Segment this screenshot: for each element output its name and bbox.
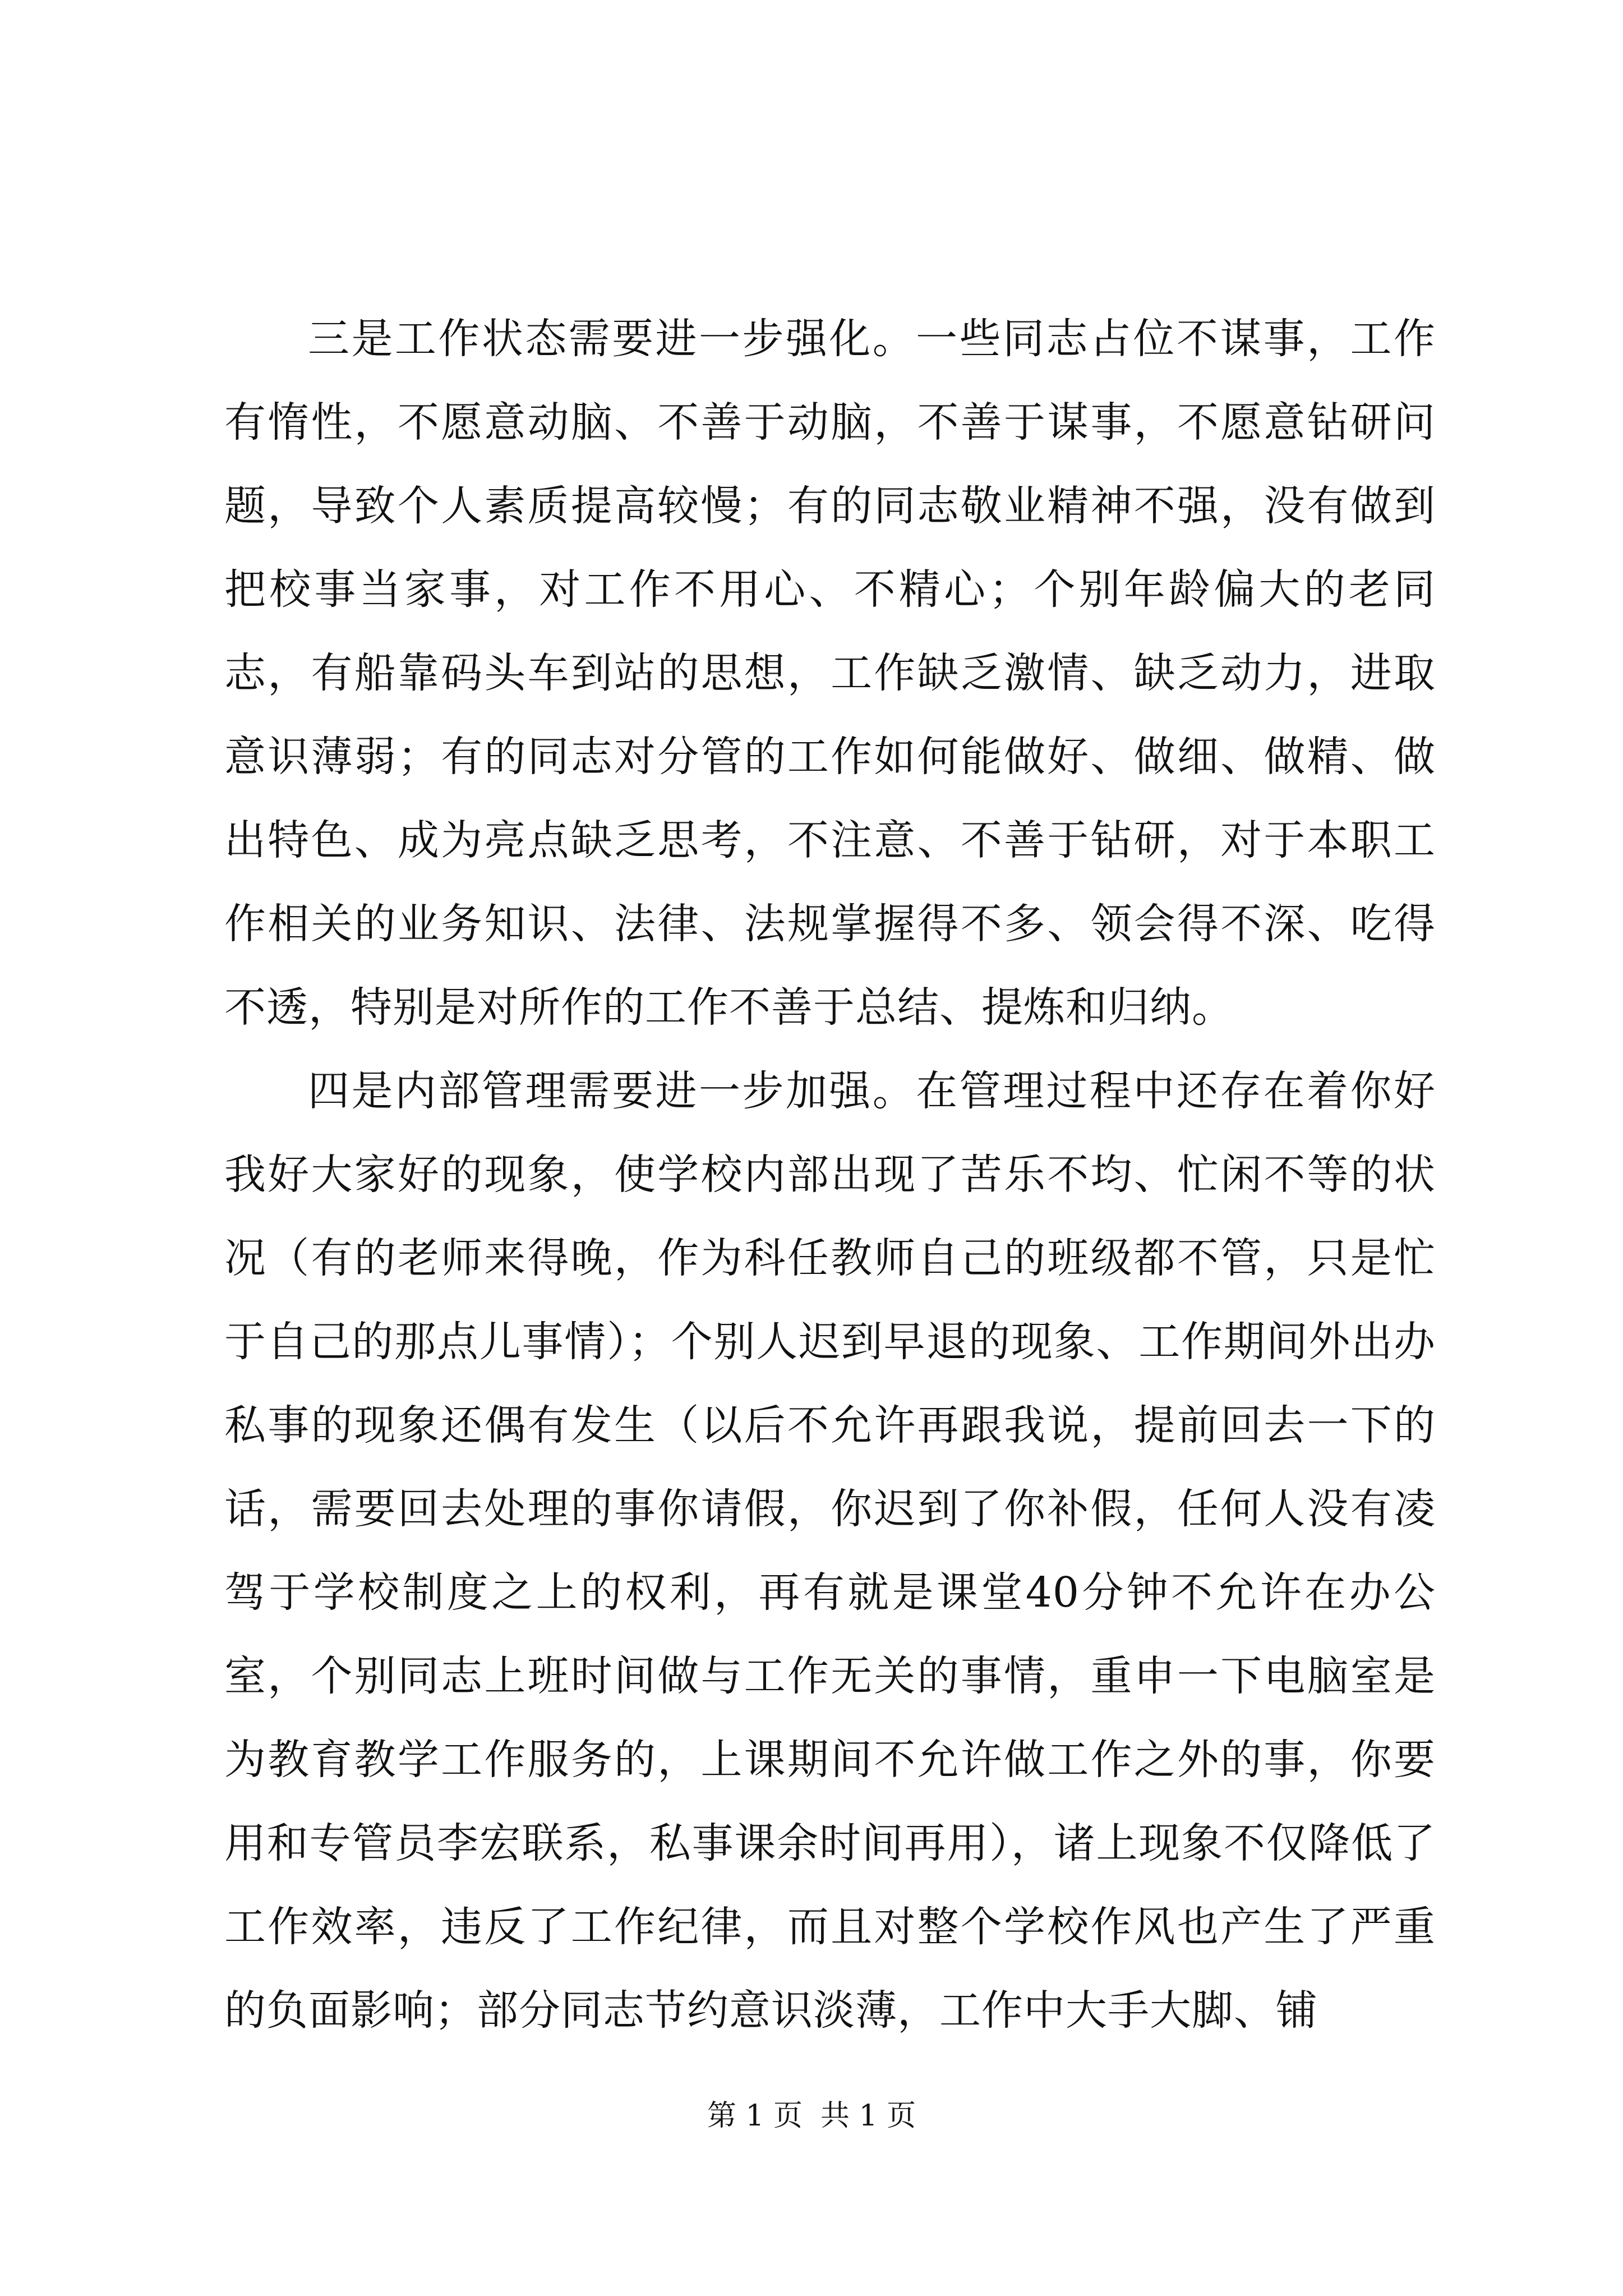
paragraph-work-state: 三是工作状态需要进一步强化。一些同志占位不谋事，工作有惰性，不愿意动脑、不善于动脑，不善于谋事，不愿意钻研问题，导致个人素质提高较慢；有的同志敬业精神不强，没有做到把校事当家事，对工作不用心、不精心；个别年龄偏大的老同志，有船靠码头车到站的思想，工作缺乏激情、缺乏动力，进取意识薄弱；有的同志对分管的工作如何能做好、做细、做精、做出特色、成为亮点缺乏思考，不注意、不善于钻研，对于本职工作相关的业务知识、法律、法规掌握得不多、领会得不深、吃得不透，特别是对所作的工作不善于总结、提炼和归纳。 — [224, 315, 1436, 1032]
page-number: 第 1 页 — [707, 2099, 803, 2133]
page-footer — [0, 2099, 1623, 2133]
paragraph-internal-management: 四是内部管理需要进一步加强。在管理过程中还存在着你好我好大家好的现象，使学校内部出现了苦乐不均、忙闲不等的状况（有的老师来得晚，作为科任教师自己的班级都不管，只是忙于自己的那点儿事情）；个别人迟到早退的现象、工作期间外出办私事的现象还偶有发生（以后不允许再跟我说，提前回去一下的话，需要回去处理的事你请假，你迟到了你补假，任何人没有凌驾于学校制度之上的权利，再有就是课堂40分钟不允许在办公室，个别同志上班时间做与工作无关的事情，重申一下电脑室是为教育教学工作服务的，上课期间不允许做工作之外的事，你要用和专管员李宏联系，私事课余时间再用），诸上现象不仅降低了工作效率，违反了工作纪律，而且对整个学校作风也产生了严重的负面影响；部分同志节约意识淡薄，工作中大手大脚、铺 — [224, 1067, 1436, 2035]
document-body — [224, 297, 1436, 2053]
page-total: 共 1 页 — [820, 2099, 916, 2133]
